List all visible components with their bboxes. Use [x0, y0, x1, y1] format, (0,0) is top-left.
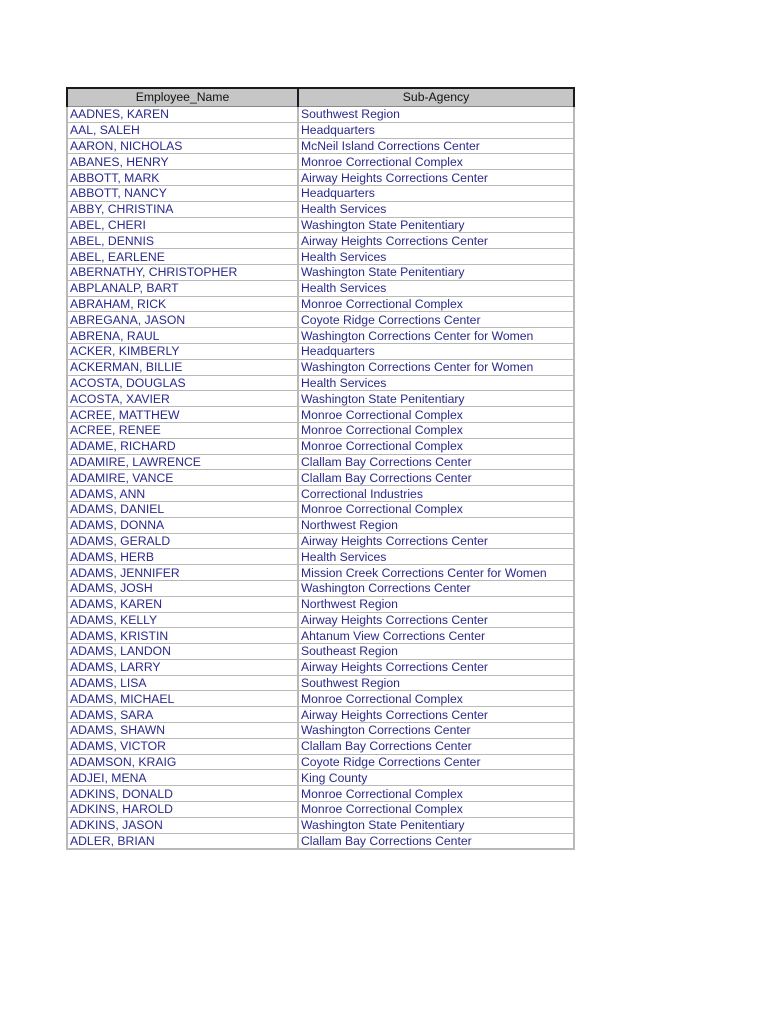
- table-row: [67, 517, 574, 533]
- table-row: [67, 501, 574, 517]
- table-row: [67, 802, 574, 818]
- cell-sub-agency[interactable]: Clallam Bay Corrections Center: [298, 470, 574, 486]
- cell-employee-name[interactable]: ADAMS, MICHAEL: [67, 691, 298, 707]
- cell-employee-name[interactable]: ABEL, DENNIS: [67, 233, 298, 249]
- cell-employee-name[interactable]: ABRENA, RAUL: [67, 328, 298, 344]
- table-row: [67, 486, 574, 502]
- table-row: [67, 770, 574, 786]
- cell-employee-name[interactable]: ADAMS, GERALD: [67, 533, 298, 549]
- table-row: [67, 754, 574, 770]
- cell-sub-agency[interactable]: Airway Heights Corrections Center: [298, 612, 574, 628]
- cell-sub-agency[interactable]: Health Services: [298, 375, 574, 391]
- cell-employee-name[interactable]: ABBOTT, MARK: [67, 170, 298, 186]
- cell-sub-agency[interactable]: Washington Corrections Center for Women: [298, 328, 574, 344]
- table-row: [67, 312, 574, 328]
- cell-employee-name[interactable]: ADAMS, VICTOR: [67, 738, 298, 754]
- table-row: [67, 201, 574, 217]
- cell-employee-name[interactable]: ADAMS, KRISTIN: [67, 628, 298, 644]
- cell-sub-agency[interactable]: Airway Heights Corrections Center: [298, 170, 574, 186]
- cell-employee-name[interactable]: ABEL, EARLENE: [67, 249, 298, 265]
- cell-sub-agency[interactable]: Washington State Penitentiary: [298, 217, 574, 233]
- cell-sub-agency[interactable]: Southwest Region: [298, 107, 574, 123]
- table-row: [67, 596, 574, 612]
- table-row: [67, 264, 574, 280]
- cell-employee-name[interactable]: ADLER, BRIAN: [67, 833, 298, 849]
- table-row: [67, 659, 574, 675]
- cell-employee-name[interactable]: ACOSTA, XAVIER: [67, 391, 298, 407]
- table-row: [67, 296, 574, 312]
- cell-employee-name[interactable]: ADAMS, JOSH: [67, 580, 298, 596]
- cell-sub-agency[interactable]: Airway Heights Corrections Center: [298, 533, 574, 549]
- cell-employee-name[interactable]: AAL, SALEH: [67, 122, 298, 138]
- cell-sub-agency[interactable]: Southwest Region: [298, 675, 574, 691]
- cell-employee-name[interactable]: ADAMS, JENNIFER: [67, 565, 298, 581]
- cell-employee-name[interactable]: ABERNATHY, CHRISTOPHER: [67, 264, 298, 280]
- table-row: [67, 723, 574, 739]
- table-row: [67, 138, 574, 154]
- header-row: [67, 88, 574, 107]
- table-row: [67, 565, 574, 581]
- cell-sub-agency[interactable]: Headquarters: [298, 185, 574, 201]
- table-row: [67, 328, 574, 344]
- table-row: [67, 343, 574, 359]
- table-row: [67, 233, 574, 249]
- cell-employee-name[interactable]: ABREGANA, JASON: [67, 312, 298, 328]
- table-row: [67, 644, 574, 660]
- employee-table: [66, 87, 575, 850]
- cell-sub-agency[interactable]: Monroe Correctional Complex: [298, 501, 574, 517]
- table-row: [67, 675, 574, 691]
- cell-sub-agency[interactable]: Washington Corrections Center: [298, 580, 574, 596]
- cell-sub-agency[interactable]: Health Services: [298, 280, 574, 296]
- table-row: [67, 628, 574, 644]
- cell-employee-name[interactable]: ADAMIRE, VANCE: [67, 470, 298, 486]
- cell-sub-agency[interactable]: Monroe Correctional Complex: [298, 691, 574, 707]
- cell-employee-name[interactable]: ADAMS, ANN: [67, 486, 298, 502]
- cell-employee-name[interactable]: ADAMS, KAREN: [67, 596, 298, 612]
- table-row: [67, 375, 574, 391]
- table-row: [67, 707, 574, 723]
- header-employee-name[interactable]: Employee_Name: [67, 88, 298, 107]
- cell-sub-agency[interactable]: Northwest Region: [298, 596, 574, 612]
- table-row: [67, 154, 574, 170]
- cell-employee-name[interactable]: ABBOTT, NANCY: [67, 185, 298, 201]
- cell-employee-name[interactable]: ACKER, KIMBERLY: [67, 343, 298, 359]
- cell-sub-agency[interactable]: Health Services: [298, 549, 574, 565]
- table-row: [67, 249, 574, 265]
- cell-sub-agency[interactable]: Washington State Penitentiary: [298, 817, 574, 833]
- cell-sub-agency[interactable]: Clallam Bay Corrections Center: [298, 454, 574, 470]
- cell-employee-name[interactable]: ADAMS, LANDON: [67, 644, 298, 660]
- table-row: [67, 833, 574, 849]
- cell-employee-name[interactable]: ADAMS, HERB: [67, 549, 298, 565]
- cell-sub-agency[interactable]: Washington Corrections Center for Women: [298, 359, 574, 375]
- header-sub-agency[interactable]: Sub-Agency: [298, 88, 574, 107]
- cell-employee-name[interactable]: AARON, NICHOLAS: [67, 138, 298, 154]
- cell-employee-name[interactable]: ADAMS, SHAWN: [67, 723, 298, 739]
- cell-employee-name[interactable]: ADAMS, DANIEL: [67, 501, 298, 517]
- cell-employee-name[interactable]: ABANES, HENRY: [67, 154, 298, 170]
- table-row: [67, 691, 574, 707]
- table-row: [67, 612, 574, 628]
- cell-sub-agency[interactable]: Monroe Correctional Complex: [298, 802, 574, 818]
- table-row: [67, 454, 574, 470]
- table-row: [67, 738, 574, 754]
- table-row: [67, 170, 574, 186]
- cell-sub-agency[interactable]: Coyote Ridge Corrections Center: [298, 754, 574, 770]
- table-row: [67, 470, 574, 486]
- cell-employee-name[interactable]: ACREE, RENEE: [67, 422, 298, 438]
- cell-sub-agency[interactable]: Washington State Penitentiary: [298, 391, 574, 407]
- cell-sub-agency[interactable]: Clallam Bay Corrections Center: [298, 833, 574, 849]
- cell-sub-agency[interactable]: Ahtanum View Corrections Center: [298, 628, 574, 644]
- cell-sub-agency[interactable]: Monroe Correctional Complex: [298, 296, 574, 312]
- cell-sub-agency[interactable]: Airway Heights Corrections Center: [298, 707, 574, 723]
- cell-sub-agency[interactable]: Health Services: [298, 249, 574, 265]
- table-row: [67, 391, 574, 407]
- cell-employee-name[interactable]: ADKINS, JASON: [67, 817, 298, 833]
- cell-sub-agency[interactable]: Headquarters: [298, 343, 574, 359]
- cell-employee-name[interactable]: ADAMS, DONNA: [67, 517, 298, 533]
- cell-employee-name[interactable]: ABRAHAM, RICK: [67, 296, 298, 312]
- table-row: [67, 533, 574, 549]
- cell-employee-name[interactable]: AADNES, KAREN: [67, 107, 298, 123]
- cell-sub-agency[interactable]: Monroe Correctional Complex: [298, 407, 574, 423]
- cell-employee-name[interactable]: ADJEI, MENA: [67, 770, 298, 786]
- cell-employee-name[interactable]: ABPLANALP, BART: [67, 280, 298, 296]
- table-row: [67, 185, 574, 201]
- cell-employee-name[interactable]: ADAMS, LARRY: [67, 659, 298, 675]
- cell-sub-agency[interactable]: Monroe Correctional Complex: [298, 438, 574, 454]
- cell-employee-name[interactable]: ADAMIRE, LAWRENCE: [67, 454, 298, 470]
- cell-sub-agency[interactable]: Coyote Ridge Corrections Center: [298, 312, 574, 328]
- table-row: [67, 549, 574, 565]
- cell-employee-name[interactable]: ADAMS, KELLY: [67, 612, 298, 628]
- cell-sub-agency[interactable]: Airway Heights Corrections Center: [298, 233, 574, 249]
- cell-sub-agency[interactable]: Mission Creek Corrections Center for Women: [298, 565, 574, 581]
- cell-employee-name[interactable]: ADAMSON, KRAIG: [67, 754, 298, 770]
- cell-employee-name[interactable]: ACOSTA, DOUGLAS: [67, 375, 298, 391]
- cell-employee-name[interactable]: ACREE, MATTHEW: [67, 407, 298, 423]
- cell-sub-agency[interactable]: Headquarters: [298, 122, 574, 138]
- table-row: [67, 580, 574, 596]
- cell-sub-agency[interactable]: Monroe Correctional Complex: [298, 154, 574, 170]
- cell-sub-agency[interactable]: Monroe Correctional Complex: [298, 422, 574, 438]
- cell-employee-name[interactable]: ACKERMAN, BILLIE: [67, 359, 298, 375]
- table-row: [67, 438, 574, 454]
- cell-sub-agency[interactable]: Clallam Bay Corrections Center: [298, 738, 574, 754]
- cell-employee-name[interactable]: ADKINS, HAROLD: [67, 802, 298, 818]
- spreadsheet: [66, 87, 573, 850]
- cell-sub-agency[interactable]: Correctional Industries: [298, 486, 574, 502]
- cell-sub-agency[interactable]: Washington State Penitentiary: [298, 264, 574, 280]
- table-row: [67, 407, 574, 423]
- table-row: [67, 422, 574, 438]
- table-row: [67, 217, 574, 233]
- table-row: [67, 786, 574, 802]
- cell-employee-name[interactable]: ABBY, CHRISTINA: [67, 201, 298, 217]
- cell-sub-agency[interactable]: Washington Corrections Center: [298, 723, 574, 739]
- table-row: [67, 817, 574, 833]
- cell-sub-agency[interactable]: King County: [298, 770, 574, 786]
- cell-sub-agency[interactable]: McNeil Island Corrections Center: [298, 138, 574, 154]
- table-row: [67, 122, 574, 138]
- cell-sub-agency[interactable]: Monroe Correctional Complex: [298, 786, 574, 802]
- table-body: [67, 107, 574, 850]
- cell-employee-name[interactable]: ABEL, CHERI: [67, 217, 298, 233]
- cell-employee-name[interactable]: ADKINS, DONALD: [67, 786, 298, 802]
- table-row: [67, 280, 574, 296]
- cell-employee-name[interactable]: ADAMS, LISA: [67, 675, 298, 691]
- cell-sub-agency[interactable]: Southeast Region: [298, 644, 574, 660]
- table-row: [67, 107, 574, 123]
- cell-sub-agency[interactable]: Health Services: [298, 201, 574, 217]
- table-row: [67, 359, 574, 375]
- cell-sub-agency[interactable]: Airway Heights Corrections Center: [298, 659, 574, 675]
- cell-employee-name[interactable]: ADAME, RICHARD: [67, 438, 298, 454]
- cell-employee-name[interactable]: ADAMS, SARA: [67, 707, 298, 723]
- cell-sub-agency[interactable]: Northwest Region: [298, 517, 574, 533]
